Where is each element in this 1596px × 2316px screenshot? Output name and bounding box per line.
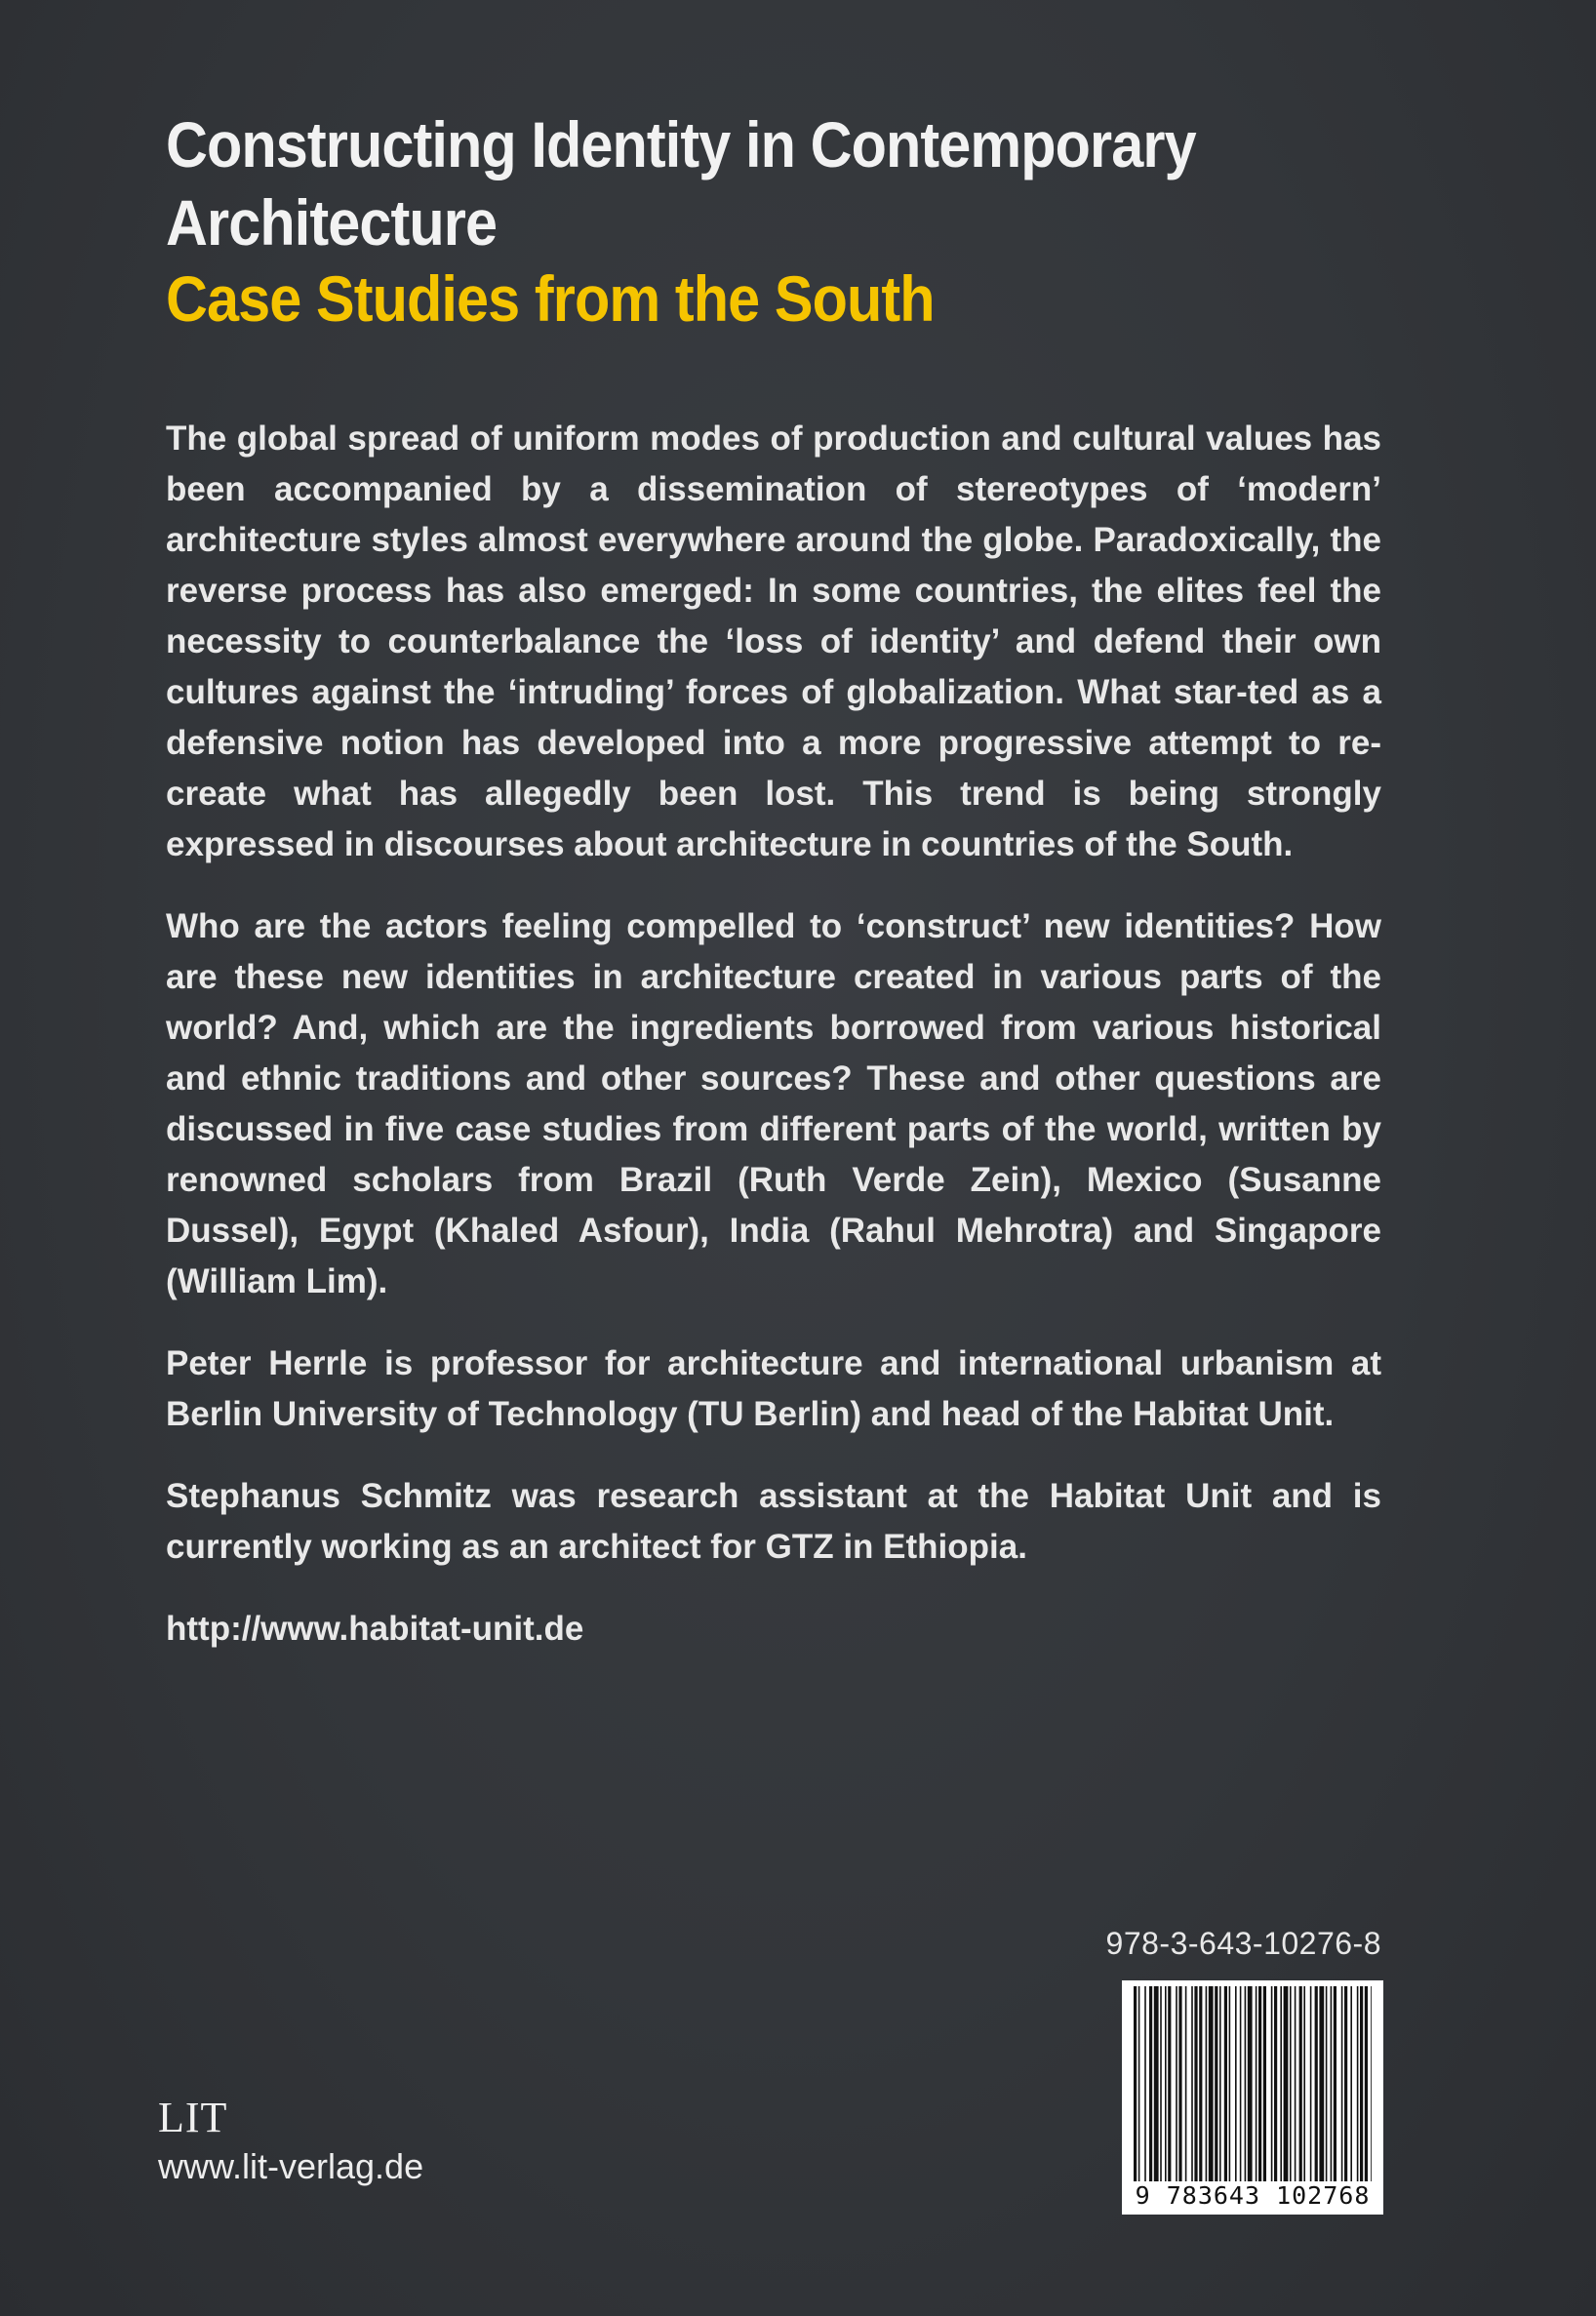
barcode-bar [1360, 1986, 1363, 2181]
barcode-bar [1271, 1986, 1273, 2181]
book-title: Constructing Identity in Contemporary Architecture [166, 108, 1196, 259]
barcode-bar [1215, 1986, 1217, 2181]
title-block [166, 105, 1434, 338]
book-subtitle: Case Studies from the South [166, 262, 935, 335]
barcode-bar [1154, 1986, 1159, 2181]
blurb-paragraph-4: Stephanus Schmitz was research assistant at the Habitat Unit and is currently working as an architect for GTZ in Ethiopia. [166, 1477, 1381, 1566]
barcode-bar [1263, 1986, 1266, 2181]
barcode-bar [1274, 1986, 1277, 2181]
blurb-text [166, 414, 1381, 1686]
barcode-bar [1240, 1986, 1242, 2181]
barcode-bar [1303, 1986, 1305, 2181]
barcode-bar [1219, 1986, 1221, 2181]
barcode-bar [1331, 1986, 1333, 2181]
barcode-bar [1191, 1986, 1193, 2181]
barcode-bar [1206, 1986, 1208, 2181]
barcode-bar [1160, 1986, 1162, 2181]
barcode-bar [1350, 1986, 1352, 2181]
barcode-bar [1178, 1986, 1181, 2181]
isbn-barcode [1122, 1980, 1383, 2215]
barcode-bar [1256, 1986, 1257, 2181]
barcode-bar [1310, 1986, 1312, 2181]
barcode-bar [1165, 1986, 1167, 2181]
publisher-logo: LIT [158, 2094, 228, 2141]
barcode-bar [1334, 1986, 1337, 2181]
website-link[interactable]: http://www.habitat-unit.de [166, 1610, 584, 1648]
barcode-bar [1224, 1986, 1227, 2181]
barcode-bar [1258, 1986, 1261, 2181]
barcode-bar [1229, 1986, 1231, 2181]
blurb-paragraph-2: Who are the actors feeling compelled to ‘construct’ new identities? How are these new identities in architecture created in various parts of the world? And, which are the ingredients borrowed from various historical and ethnic traditions and other sources? These and other questions are discussed in five case studies from different parts of the world, written by renowned scholars from Brazil (Ruth Verde Zein), Mexico (Susanne Dussel), Egypt (Khaled Asfour), India (Rahul Mehrotra) and Singapore (William Lim). [166, 907, 1381, 1300]
barcode-bar [1245, 1986, 1247, 2181]
barcode-bar [1194, 1986, 1197, 2181]
barcode-bar [1235, 1986, 1237, 2181]
barcode-bar [1149, 1986, 1152, 2181]
barcode-bar [1299, 1986, 1302, 2181]
blurb-paragraph-3: Peter Herrle is professor for architecture and international urbanism at Berlin University of Technology (TU Berlin) and head of the Habitat Unit. [166, 1344, 1381, 1433]
barcode-bar [1280, 1986, 1282, 2181]
barcode-bar [1315, 1986, 1318, 2181]
isbn-number: 978-3-643-10276-8 [1105, 1926, 1381, 1961]
barcode-bar [1134, 1986, 1137, 2181]
barcode-bar [1144, 1986, 1146, 2181]
barcode-bar [1185, 1986, 1187, 2181]
barcode-bar [1295, 1986, 1297, 2181]
barcode-bar [1357, 1986, 1359, 2181]
barcode-bars [1134, 1986, 1372, 2181]
barcode-bar [1341, 1986, 1343, 2181]
barcode-bar [1371, 1986, 1372, 2181]
barcode-digits: 9 783643 102768 [1135, 2181, 1371, 2210]
barcode-bar [1319, 1986, 1324, 2181]
publisher-url[interactable]: www.lit-verlag.de [158, 2146, 424, 2186]
barcode-bar [1290, 1986, 1292, 2181]
barcode-bar [1138, 1986, 1140, 2181]
barcode-bar [1199, 1986, 1202, 2181]
barcode-bar [1326, 1986, 1328, 2181]
blurb-paragraph-1: The global spread of uniform modes of production and cultural values has been accompanied by a dissemination of stereotypes of ‘modern’ architecture styles almost everywhere around the globe. Paradoxically, the reverse process has also emerged: In some countries, the elites feel the necessity to counterbalance the ‘loss of identity’ and defend their own cultures against the ‘intruding’ forces of globalization. What star-ted as a defensive notion has developed into a more progressive attempt to re-create what has allegedly been lost. This trend is being strongly expressed in discourses about architecture in countries of the South. [166, 419, 1381, 863]
barcode-bar [1344, 1986, 1347, 2181]
barcode-bar [1365, 1986, 1368, 2181]
barcode-bar [1176, 1986, 1177, 2181]
barcode-bar [1168, 1986, 1171, 2181]
barcode-bar [1248, 1986, 1253, 2181]
barcode-bar [1284, 1986, 1289, 2181]
barcode-bar [1209, 1986, 1214, 2181]
